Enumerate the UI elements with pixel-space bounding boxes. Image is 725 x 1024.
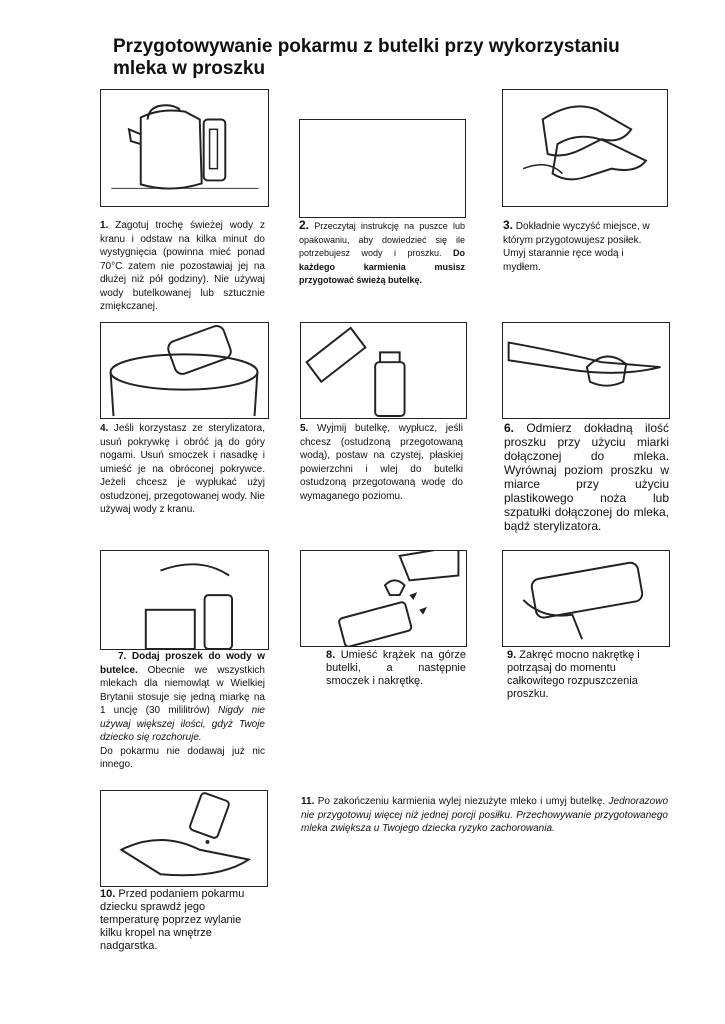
measuring-powder-illustration <box>502 322 670 419</box>
adding-powder-illustration <box>100 550 269 650</box>
washing-hands-illustration <box>502 89 668 207</box>
step-1-caption <box>100 219 265 314</box>
wrist-test-illustration <box>100 790 268 887</box>
step-number: 8. <box>326 649 336 661</box>
step-text: Dokładnie wyczyść miejsce, w którym przygotowujesz posiłek. <box>503 221 650 246</box>
wrist-icon <box>101 791 267 886</box>
step-number: 1. <box>100 220 109 231</box>
step-number: 4. <box>100 423 109 434</box>
step-5-caption <box>300 422 463 503</box>
step-italic-text: Nigdy nie używaj większej ilości, gdyż Twoje dziecko się rozchoruje. <box>100 705 265 743</box>
step-9-caption <box>507 649 667 701</box>
step-number: 2. <box>299 218 310 232</box>
shake-icon <box>503 551 669 646</box>
step-bold-text: Dodaj proszek do wody w butelce. <box>100 651 265 676</box>
step-text: Zagotuj trochę świeżej wody z kranu i odstaw na kilka minut do wystygnięcia (powinna mieć ponad 70°C zatem nie pozostawiaj jej na dłużej niż pół godziny). Nie używaj wody butelkowanej lub sztucznie zmiękczanej. <box>100 220 265 312</box>
step-bold-text: Do każdego karmienia musisz przygotować świeżą butelkę. <box>299 248 465 285</box>
tin-icon <box>101 551 268 649</box>
step-4-caption <box>100 422 265 517</box>
shaking-bottle-illustration <box>502 550 670 647</box>
step-3-caption <box>503 219 663 274</box>
kettle-illustration <box>100 89 269 207</box>
page-title: Przygotowywanie pokarmu z butelki przy wykorzystaniu mleka w proszku <box>113 36 620 79</box>
hands-icon <box>503 90 667 206</box>
blank-illustration <box>299 119 466 218</box>
bottle-icon <box>301 323 466 418</box>
step-number: 6. <box>504 421 515 435</box>
step-number: 11. <box>301 796 315 807</box>
step-2-caption <box>299 219 465 288</box>
step-6-caption <box>504 421 669 533</box>
step-text-2: Do pokarmu nie dodawaj już nic innego. <box>100 745 265 770</box>
sterilizer-illustration <box>100 322 269 419</box>
step-text: Obecnie we wszystkich mlekach dla niemowląt w Wielkiej Brytanii stosuje się jedną miarkę na 1 uncję (30 mililitrów) <box>100 664 265 716</box>
step-text-2: Umyj starannie ręce wodą i mydłem. <box>503 248 624 273</box>
step-text: Jeśli korzystasz ze sterylizatora, usuń pokrywkę i obróć ją do góry nogami. Usuń smoczek i nasadkę i umieść je na obróconej pokrywce. Jeżeli chcesz je wypłukać użyj ostudzonej, przegotowanej wody. Nie używaj wody z kranu. <box>100 423 265 515</box>
step-text: Odmierz dokładną ilość proszku przy użyciu miarki dołączonej do mleka. Wyrównaj poziom proszku w miarce przy użyciu plastikowego noża lub szpatułki dołączonej do mleka, bądź sterylizatora. <box>504 421 669 533</box>
step-text: Przeczytaj instrukcję na puszce lub opakowaniu, aby dowiedzieć się ile potrzebujesz wody i proszku. <box>299 221 465 258</box>
step-number: 9. <box>507 649 517 661</box>
step-text: Przed podaniem pokarmu dziecku sprawdź jego temperaturę poprzez wylanie kilku kropel na wnętrze nadgarstka. <box>100 888 245 952</box>
teat-icon <box>301 551 466 646</box>
step-text: Wyjmij butelkę, wypłucz, jeśli chcesz (ostudzoną przegotowaną wodą), postaw na czystej, płaskiej powierzchni i wlej do butelki ostudzoną przegotowaną wodę do wymaganego poziomu. <box>300 423 464 502</box>
pouring-water-illustration <box>300 322 467 419</box>
step-number: 5. <box>300 423 309 434</box>
scoop-icon <box>503 323 669 418</box>
step-11-caption <box>301 795 668 836</box>
step-number: 10. <box>100 888 116 900</box>
assembling-bottle-illustration <box>300 550 467 647</box>
step-7-caption <box>100 650 265 772</box>
sterilizer-icon <box>101 323 268 418</box>
step-number: 3. <box>503 218 514 232</box>
kettle-icon <box>101 90 268 206</box>
step-text: Po zakończeniu karmienia wylej niezużyte mleko i umyj butelkę. <box>317 796 606 807</box>
step-10-caption <box>100 888 265 953</box>
step-text: Umieść krążek na górze butelki, a następnie smoczek i nakrętkę. <box>326 649 466 687</box>
step-text: Zakręć mocno nakrętkę i potrząsaj do momentu całkowitego rozpuszczenia proszku. <box>507 649 640 700</box>
step-number: 7. <box>118 651 127 662</box>
step-8-caption <box>326 649 466 688</box>
step-italic-text: Jednorazowo nie przygotowuj więcej niż jednej porcji posiłku. Przechowywanie przygotowanego mleka zwiększa u Twojego dziecka ryzyko zachorowania. <box>301 796 669 834</box>
